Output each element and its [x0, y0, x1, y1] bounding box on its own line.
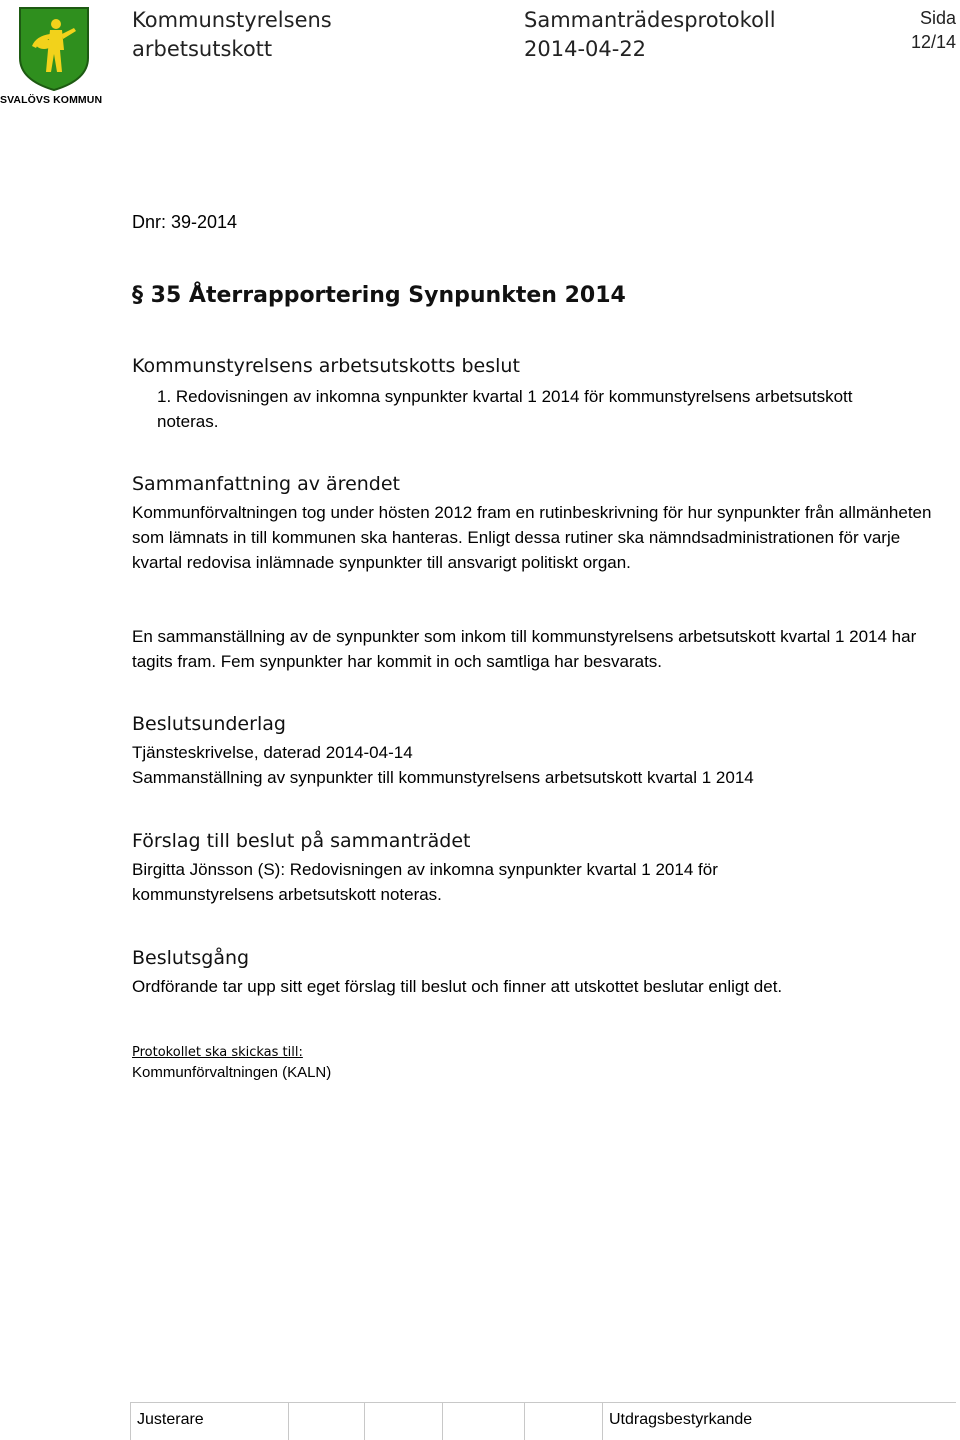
procedure-text: Ordförande tar upp sitt eget förslag till beslut och finner att utskottet beslutar enligt det. [132, 977, 783, 996]
decision-heading: Kommunstyrelsens arbetsutskotts beslut [132, 355, 520, 377]
doc-type-label: Sammanträdesprotokoll [524, 8, 776, 32]
decision-item-1-line-2: noteras. [157, 412, 219, 431]
proposal-heading: Förslag till beslut på sammanträdet [132, 830, 471, 852]
municipality-coat-of-arms [18, 6, 90, 92]
procedure-heading: Beslutsgång [132, 947, 250, 969]
signature-box-3 [442, 1403, 525, 1440]
summary-paragraph-2: En sammanställning av de synpunkter som inkom till kommunstyrelsens arbetsutskott kvartal 1 2014 har tagits fram. Fem synpunkter har kommit in och samtliga har besvarats. [132, 627, 917, 671]
signature-box-2 [364, 1403, 443, 1440]
distribution-recipient: Kommunförvaltningen (KALN) [132, 1064, 332, 1081]
basis-line-1: Tjänsteskrivelse, daterad 2014-04-14 [132, 743, 413, 762]
meeting-date: 2014-04-22 [524, 37, 647, 61]
justerare-label: Justerare [137, 1411, 204, 1428]
signature-box-4 [524, 1403, 603, 1440]
org-line-2: arbetsutskott [132, 37, 273, 61]
basis-heading: Beslutsunderlag [132, 713, 286, 735]
page-number: 12/14 [910, 32, 956, 52]
decision-item-1-line-1: 1. Redovisningen av inkomna synpunkter kvartal 1 2014 för kommunstyrelsens arbetsutskott [157, 387, 853, 406]
section-title: § 35 Återrapportering Synpunkten 2014 [132, 283, 626, 308]
basis-line-2: Sammanställning av synpunkter till kommunstyrelsens arbetsutskott kvartal 1 2014 [132, 768, 754, 787]
summary-heading: Sammanfattning av ärendet [132, 473, 400, 495]
case-number: Dnr: 39-2014 [132, 212, 238, 232]
utdrag-cell [602, 1403, 957, 1440]
signature-table [130, 1402, 956, 1440]
utdrag-label: Utdragsbestyrkande [609, 1411, 753, 1428]
signature-box-1 [288, 1403, 365, 1440]
justerare-cell [130, 1403, 289, 1440]
proposal-text: Birgitta Jönsson (S): Redovisningen av inkomna synpunkter kvartal 1 2014 för kommunstyrelsens arbetsutskott noteras. [132, 860, 718, 904]
decision-item-1 [157, 384, 947, 434]
page-indicator [911, 6, 956, 54]
summary-paragraph-1: Kommunförvaltningen tog under hösten 2012 fram en rutinbeskrivning för hur synpunkter från allmänheten som lämnats in till kommunen ska hanteras. Enligt dessa rutiner ska nämndsadministrationen för varje kvartal redovisa inlämnade synpunkter till ansvarigt politiskt organ. [132, 503, 932, 572]
org-line-1: Kommunstyrelsens [132, 8, 332, 32]
organization-name [132, 6, 332, 64]
distribution-label: Protokollet ska skickas till: [132, 1045, 303, 1060]
document-type [524, 6, 776, 64]
logo-caption: SVALÖVS KOMMUN [0, 94, 103, 106]
page-label: Sida [919, 8, 956, 28]
